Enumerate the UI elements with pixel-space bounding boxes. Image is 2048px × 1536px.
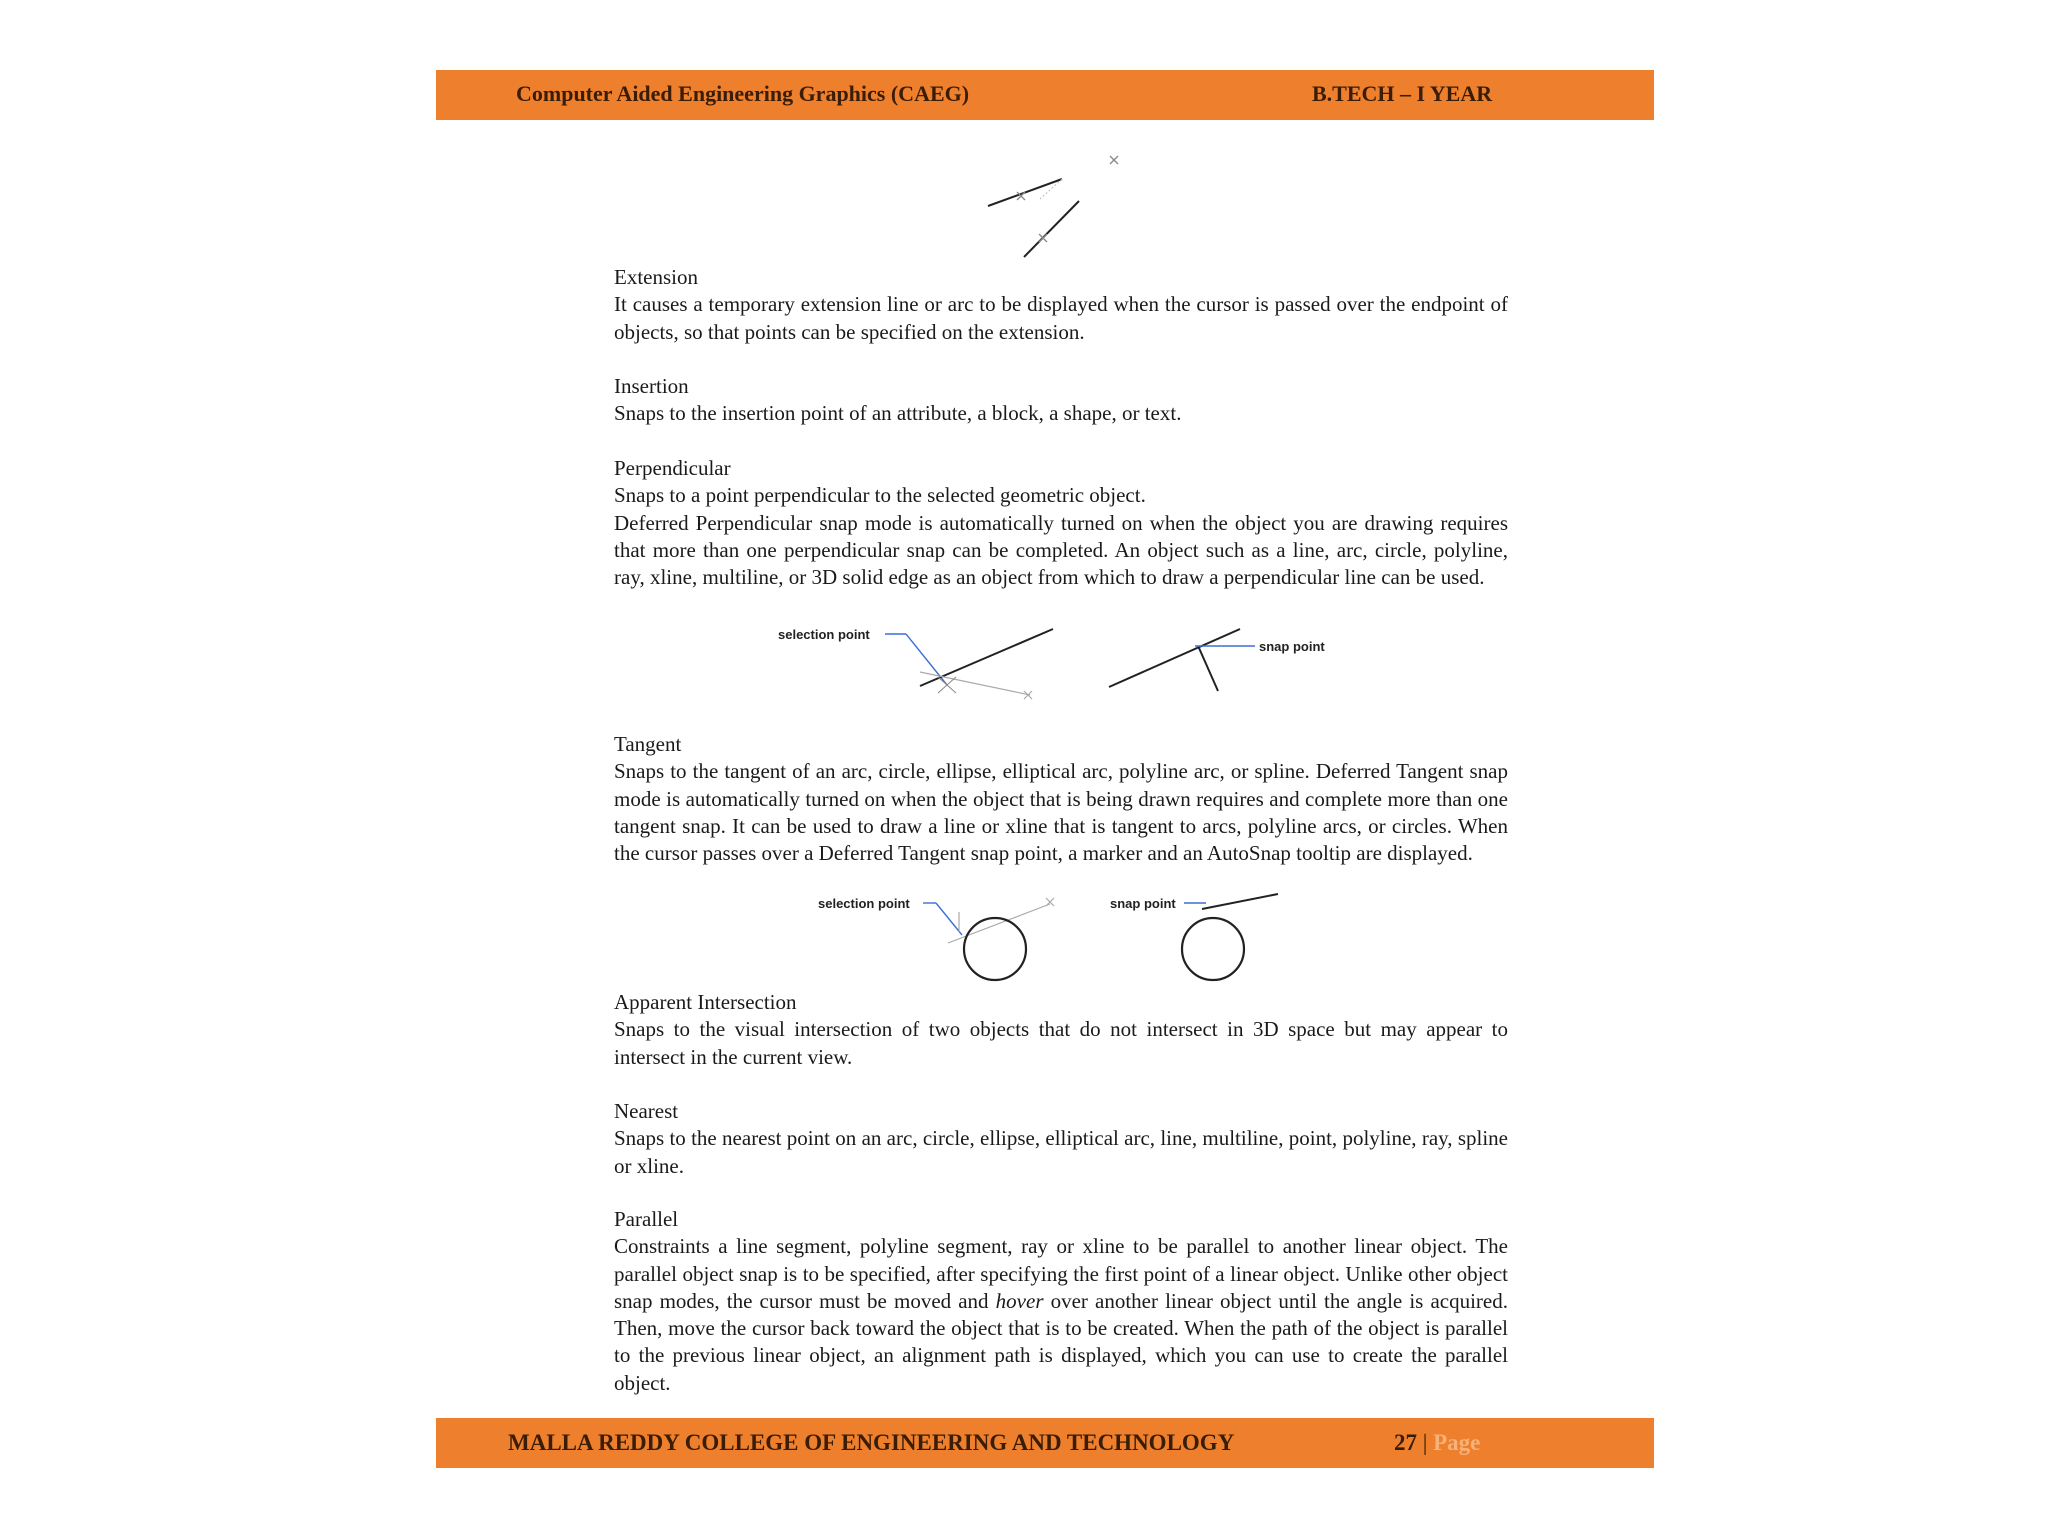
extension-figure (980, 150, 1130, 260)
section-heading: Insertion (614, 374, 689, 398)
header-title: Computer Aided Engineering Graphics (CAEG) (516, 81, 970, 106)
selection-point-label: selection point (778, 627, 870, 642)
snap-point-label: snap point (1259, 639, 1325, 654)
page-number: 27 | Page (1394, 1430, 1481, 1455)
section-parallel (614, 1206, 1508, 1397)
perpendicular-figure (770, 622, 1350, 704)
section-heading: Tangent (614, 732, 682, 756)
section-body: It causes a temporary extension line or arc to be displayed when the cursor is passed over the endpoint of objects, so that points can be specified on the extension. (614, 292, 1508, 344)
section-heading: Apparent Intersection (614, 990, 797, 1014)
section-body: Constraints a line segment, polyline segment, ray or xline to be parallel to another linear object. The parallel object snap is to be specified, after specifying the first point of a linear object. Unlike other object snap modes, the cursor must be moved and hover over another linear object until the angle is acquired. Then, move the cursor back toward the object that is to be created. When the path of the object is parallel to the previous linear object, an alignment path is displayed, which you can use to create the parallel object. (614, 1234, 1508, 1395)
section-perpendicular (614, 455, 1508, 591)
page-header (436, 70, 1654, 120)
section-nearest (614, 1098, 1508, 1180)
selection-point-label: selection point (818, 896, 910, 911)
section-heading: Extension (614, 265, 698, 289)
header-year: B.TECH – I YEAR (1312, 81, 1493, 106)
section-body-deferred: Deferred Perpendicular snap mode is automatically turned on when the object you are drawing requires that more than one perpendicular snap can be completed. An object such as a line, arc, circle, polyline, ray, xline, multiline, or 3D solid edge as an object from which to draw a perpendicular line can be used. (614, 510, 1508, 590)
section-tangent (614, 731, 1508, 867)
page-footer (436, 1418, 1654, 1468)
college-name: MALLA REDDY COLLEGE OF ENGINEERING AND TECHNOLOGY (508, 1430, 1235, 1455)
section-body: Snaps to the tangent of an arc, circle, ellipse, elliptical arc, polyline arc, or spline. Deferred Tangent snap mode is automatically turned on when the object that is being drawn requires and complete more than one tangent snap. It can be used to draw a line or xline that is tangent to arcs, polyline arcs, or circles. When the cursor passes over a Deferred Tangent snap point, a marker and an AutoSnap tooltip are displayed. (614, 759, 1508, 866)
snap-point-label: snap point (1110, 896, 1176, 911)
section-body: Snaps to the visual intersection of two objects that do not intersect in 3D space but may appear to intersect in the current view. (614, 1017, 1508, 1069)
section-body: Snaps to a point perpendicular to the selected geometric object. (614, 483, 1146, 508)
section-insertion (614, 373, 1508, 428)
section-body: Snaps to the nearest point on an arc, circle, ellipse, elliptical arc, line, multiline, point, polyline, ray, spline or xline. (614, 1126, 1508, 1178)
tangent-figure (810, 892, 1290, 982)
section-heading: Parallel (614, 1207, 679, 1231)
section-apparent-intersection (614, 989, 1508, 1071)
section-heading: Perpendicular (614, 456, 731, 480)
section-extension (614, 264, 1508, 346)
section-body: Snaps to the insertion point of an attribute, a block, a shape, or text. (614, 401, 1182, 426)
section-heading: Nearest (614, 1099, 679, 1123)
italic-word: hover (995, 1288, 1044, 1313)
